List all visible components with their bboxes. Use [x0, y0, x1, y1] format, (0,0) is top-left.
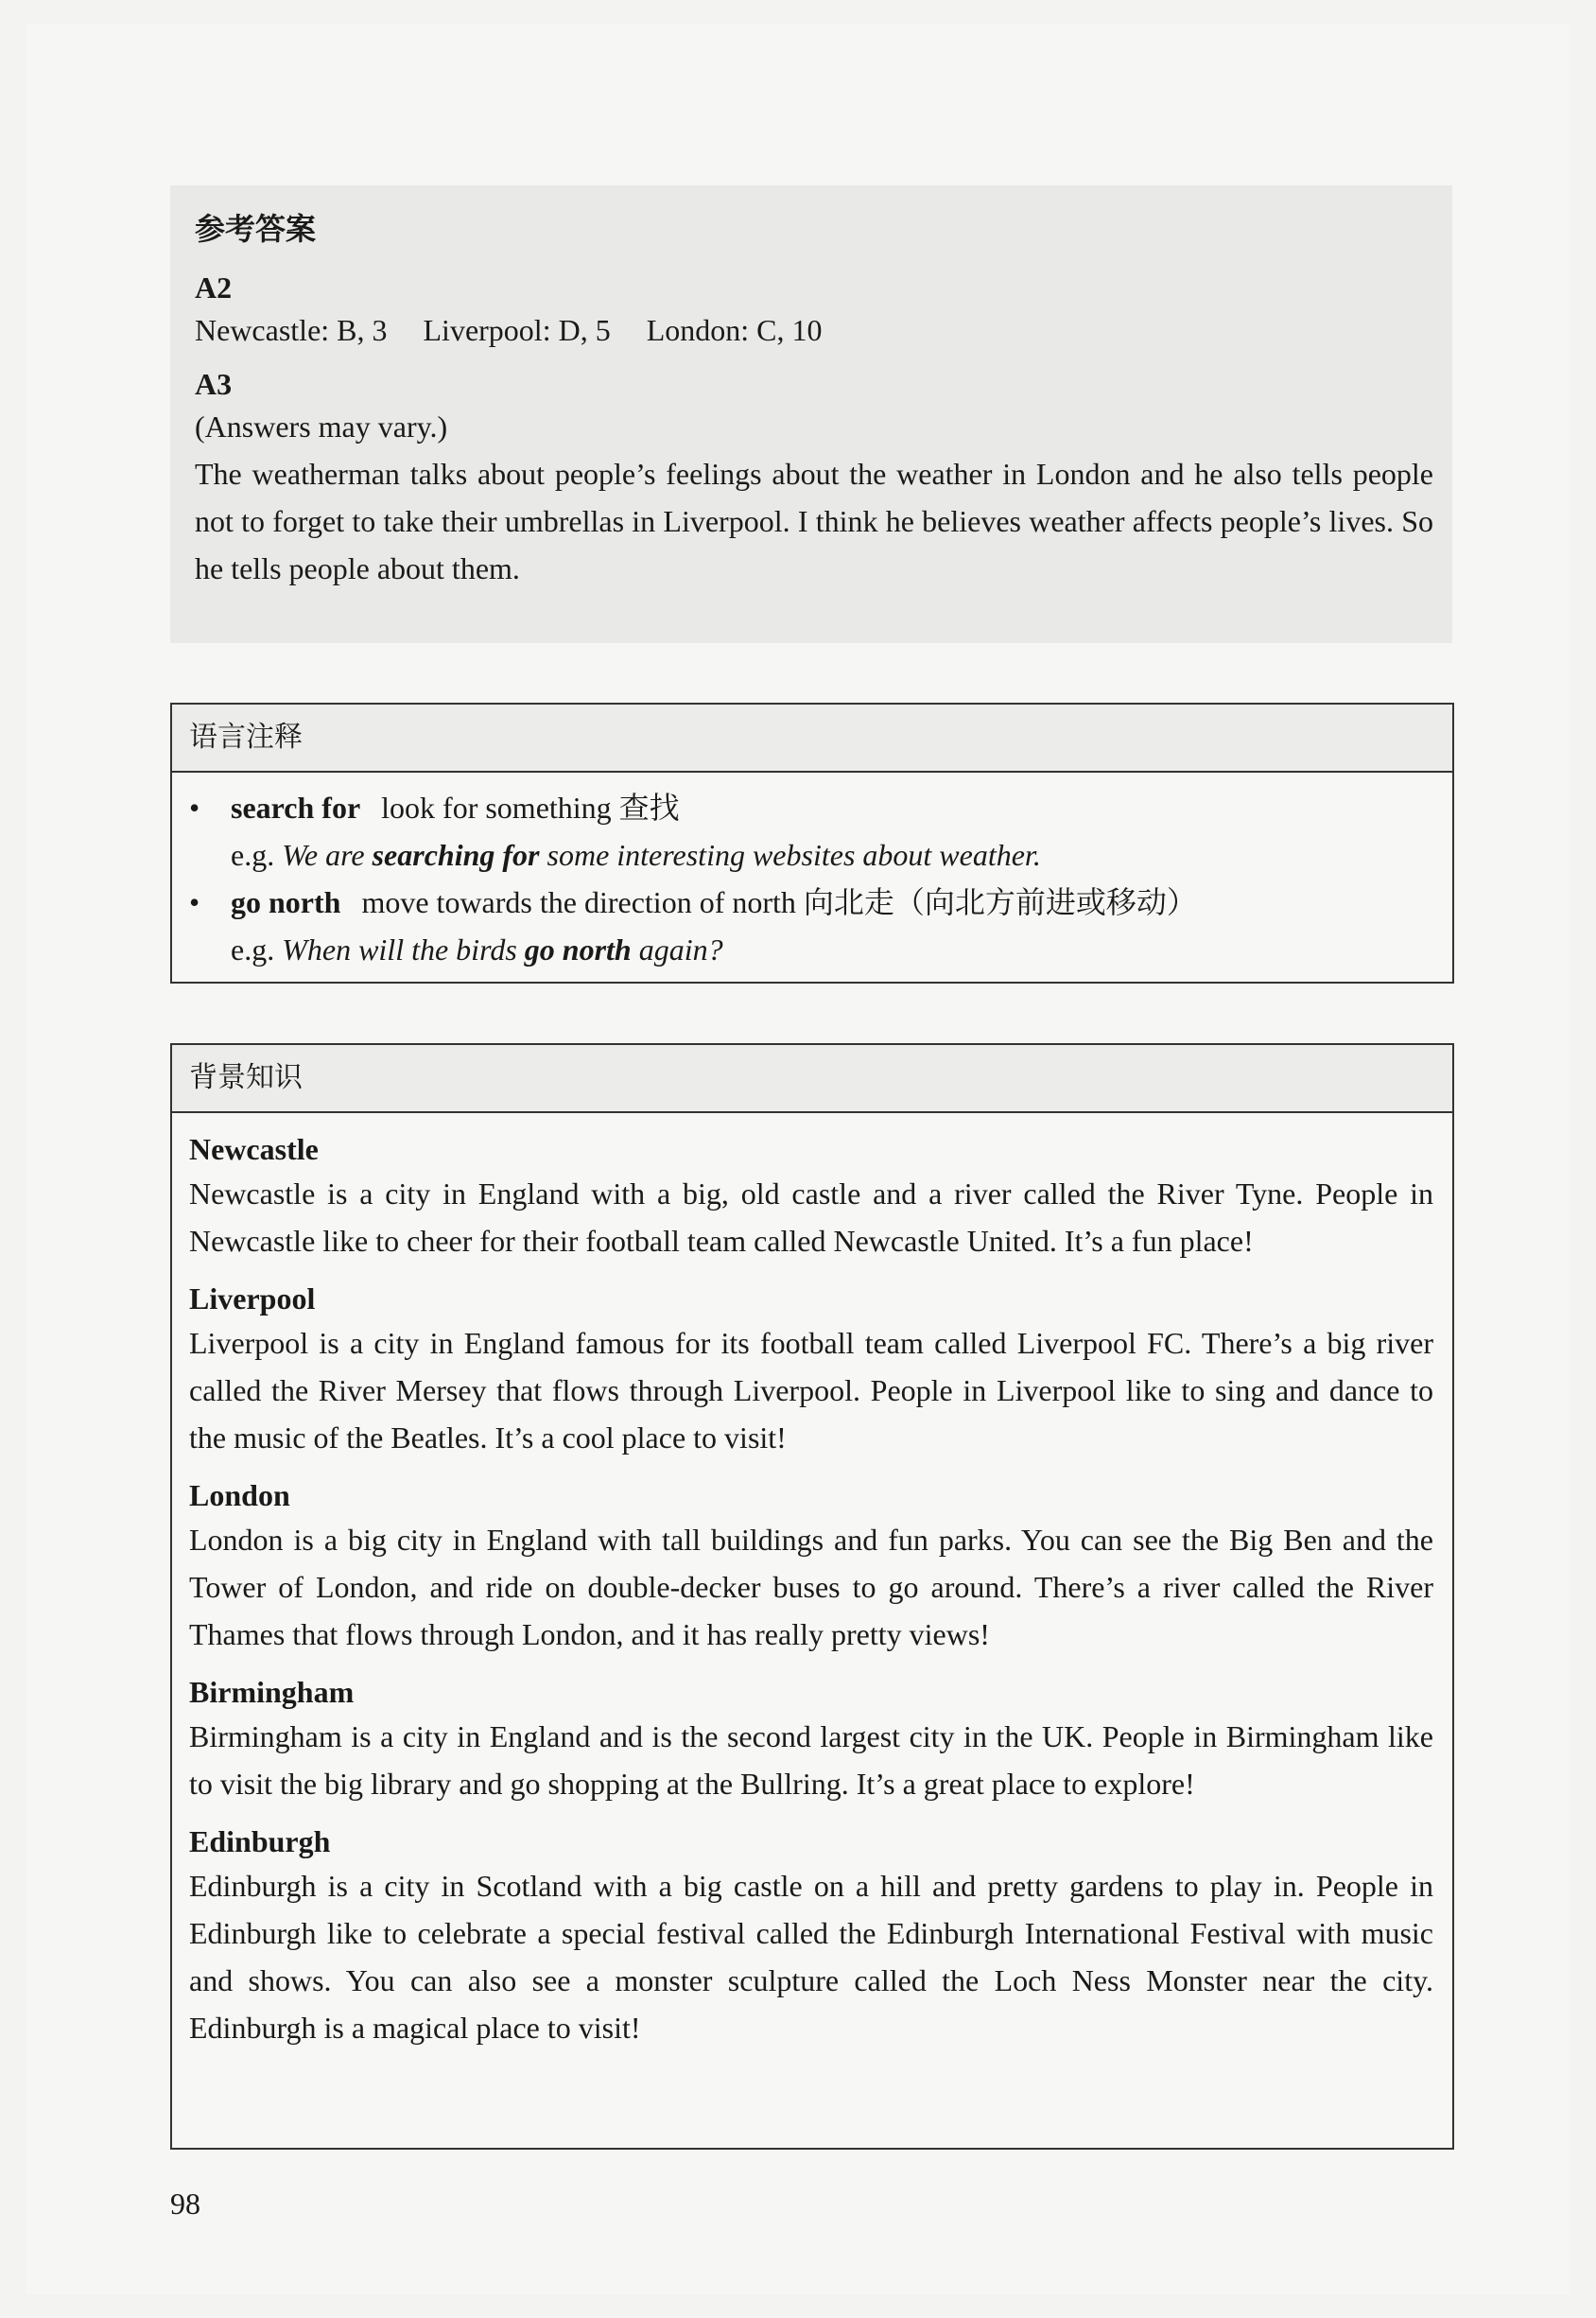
city-name: Liverpool — [189, 1281, 316, 1316]
city-name: London — [189, 1478, 290, 1512]
example-prefix: e.g. — [231, 838, 275, 872]
background-box — [170, 1043, 1454, 2150]
bullet-icon: • — [189, 885, 200, 919]
a2-answer: Liverpool: D, 5 — [423, 313, 611, 347]
background-title: 背景知识 — [172, 1045, 1452, 1113]
language-notes-box — [170, 703, 1454, 984]
note-definition: move towards the direction of north 向北走（向北方前进或移动） — [361, 885, 1197, 919]
a3-text: The weatherman talks about people’s feelings about the weather in London and he also tells people not to forget to take their umbrellas in Liverpool. I think he believes weather affects people’s lives. So he tells people about them. — [195, 457, 1433, 585]
a3-note: (Answers may vary.) — [195, 410, 448, 444]
a2-label: A2 — [195, 270, 233, 305]
example-text: some interesting websites about weather. — [546, 838, 1041, 872]
example-text: When will the birds — [282, 932, 517, 967]
city-description: Liverpool is a city in England famous for its football team called Liverpool FC. There’s a big river called the River Mersey that flows through Liverpool. People in Liverpool like to sing and dance to the music of the Beatles. It’s a cool place to visit! — [189, 1326, 1433, 1455]
a2-answers — [195, 306, 1433, 354]
answers-section — [170, 185, 1452, 643]
note-item — [189, 879, 1433, 926]
note-item — [189, 784, 1433, 831]
note-example — [189, 926, 1433, 973]
city-name: Edinburgh — [189, 1824, 331, 1858]
city-name: Newcastle — [189, 1132, 319, 1166]
example-highlight: go north — [524, 932, 632, 967]
city-description: Birmingham is a city in England and is the second largest city in the UK. People in Birmingham like to visit the big library and go shopping at the Bullring. It’s a great place to explore! — [189, 1719, 1433, 1801]
a2-answer: London: C, 10 — [646, 313, 823, 347]
example-text: We are — [282, 838, 365, 872]
city-description: Newcastle is a city in England with a big, old castle and a river called the River Tyne. People in Newcastle like to cheer for their football team called Newcastle United. It’s a fun place! — [189, 1176, 1433, 1258]
a2-answer: Newcastle: B, 3 — [195, 313, 388, 347]
city-name: Birmingham — [189, 1675, 355, 1709]
a3-label: A3 — [195, 367, 233, 401]
city-description: London is a big city in England with tall buildings and fun parks. You can see the Big Ben and the Tower of London, and ride on double-decker buses to go around. There’s a river called the River Thames that flows through London, and it has really pretty views! — [189, 1523, 1433, 1651]
note-term: search for — [231, 791, 361, 825]
city-description: Edinburgh is a city in Scotland with a big castle on a hill and pretty gardens to play in. People in Edinburgh like to celebrate a special festival called the Edinburgh International Festival with music and shows. You can also see a monster sculpture called the Loch Ness Monster near the city. Edinburgh is a magical place to visit! — [189, 1869, 1433, 2045]
bullet-icon: • — [189, 791, 200, 825]
note-definition: look for something 查找 — [381, 791, 680, 825]
note-example — [189, 831, 1433, 879]
example-prefix: e.g. — [231, 932, 275, 967]
example-text: again? — [638, 932, 723, 967]
note-term: go north — [231, 885, 341, 919]
answers-title: 参考答案 — [195, 211, 317, 247]
language-notes-title: 语言注释 — [172, 705, 1452, 773]
example-highlight: searching for — [372, 838, 540, 872]
page-number: 98 — [170, 2187, 200, 2221]
